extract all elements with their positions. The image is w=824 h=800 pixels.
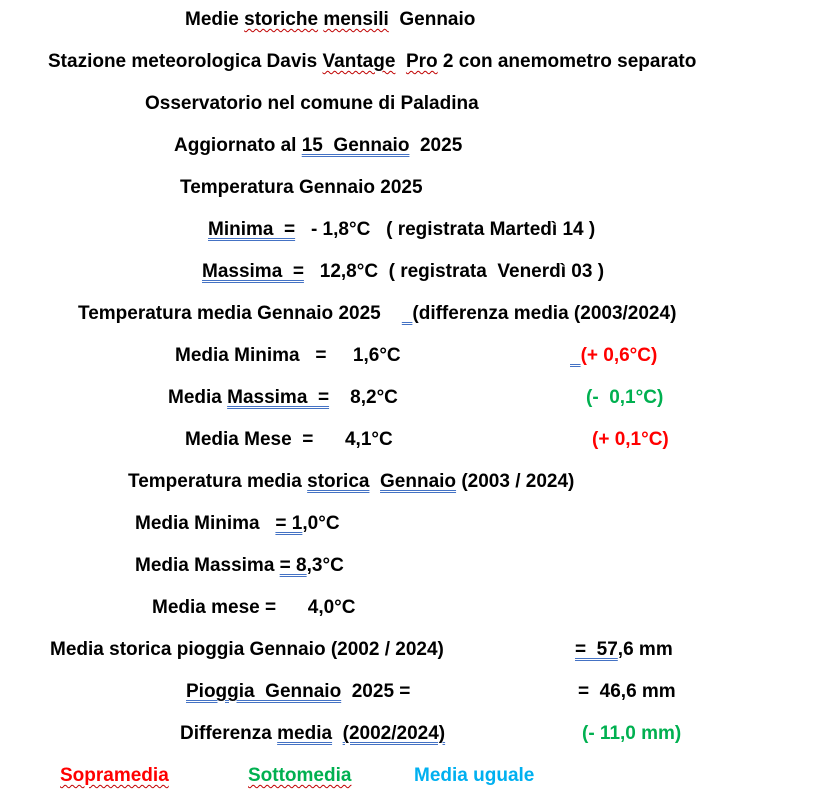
underlined-word: Gennaio <box>380 471 457 492</box>
legend-above: Sopramedia <box>60 765 169 786</box>
rain-hist-label: Media storica pioggia Gennaio (2002 / 2024) <box>50 639 444 660</box>
underlined-space <box>402 303 413 324</box>
hist-min-line: Media Minima = 1,0°C <box>135 513 340 534</box>
minimum-value: - 1,8°C ( registrata Martedì 14 ) <box>295 219 596 240</box>
rain-month-value: = 46,6 mm <box>578 681 676 702</box>
page-title: Medie storiche mensili Gennaio <box>185 9 476 30</box>
rain-diff-label: Differenza media (2002/2024) <box>180 723 446 744</box>
underlined-value: = 57 <box>575 639 618 660</box>
avg-min-diff: (+ 0,6°C) <box>570 344 657 368</box>
underlined-word: Massima = <box>227 387 330 408</box>
avg-title: Temperatura media Gennaio 2025 (differenza media (2003/2024) <box>78 303 677 324</box>
avg-max-label: Media Massima = 8,2°C <box>168 387 398 408</box>
hist-mese-line: Media mese = 4,0°C <box>152 597 356 618</box>
legend-below: Sottomedia <box>248 765 352 786</box>
maximum-line <box>202 260 604 284</box>
legend-equal: Media uguale <box>414 765 535 786</box>
underlined-word: media <box>277 723 333 744</box>
underlined-word: Vantage <box>322 51 396 72</box>
minimum-label: Minima = <box>208 219 296 240</box>
underlined-word: storica <box>307 471 370 492</box>
maximum-value: 12,8°C ( registrata Venerdì 03 ) <box>303 261 605 282</box>
underlined-word: storiche <box>244 9 319 30</box>
avg-max-diff: (- 0,1°C) <box>586 387 664 408</box>
observatory-line: Osservatorio nel comune di Paladina <box>145 93 479 114</box>
underlined-word: Pro <box>405 51 438 72</box>
underlined-word: mensili <box>323 9 389 30</box>
underlined-value: = 1 <box>275 513 303 534</box>
underlined-space <box>570 345 581 366</box>
avg-mese-label: Media Mese = 4,1°C <box>185 429 393 450</box>
rain-diff-value: (- 11,0 mm) <box>582 723 682 744</box>
rain-hist-value: = 57,6 mm <box>575 639 673 660</box>
underlined-date: 15 Gennaio <box>301 135 410 156</box>
avg-mese-diff: (+ 0,1°C) <box>592 429 669 450</box>
underlined-word: (2002/2024) <box>342 723 446 744</box>
hist-max-line: Media Massima = 8,3°C <box>135 555 344 576</box>
hist-title: Temperatura media storica Gennaio (2003 / 2024) <box>128 471 575 492</box>
minimum-line <box>208 218 595 242</box>
rain-month-label: Pioggia Gennaio 2025 = <box>186 681 411 702</box>
updated-line: Aggiornato al 15 Gennaio 2025 <box>174 135 463 156</box>
underlined-value: = 8 <box>279 555 307 576</box>
maximum-label: Massima = <box>202 261 304 282</box>
underlined-word: Pioggia Gennaio <box>186 681 342 702</box>
station-line: Stazione meteorologica Davis Vantage Pro 2 con anemometro separato <box>48 51 697 72</box>
avg-min-label: Media Minima = 1,6°C <box>175 345 401 366</box>
temp-month-title: Temperatura Gennaio 2025 <box>180 177 423 198</box>
